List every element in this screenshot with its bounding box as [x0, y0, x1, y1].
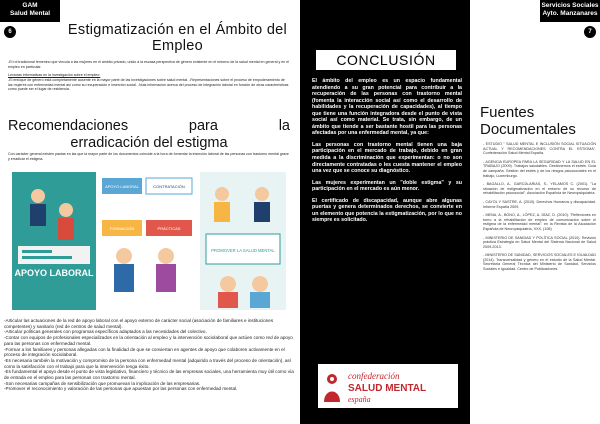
list-item: -Contar con equipos de profesionales especializados en la orientación al empleo y la intervención sociolaboral que actúen como red de apoyo para las personas con enfermedad mental. [4, 335, 293, 346]
source-item: - MINISTERIO DE SANIDAD Y POLÍTICA SOCIAL (2010). Revisión práctica Estrategia en Salud Mental del Sistema Nacional de Salud 2009-2013. [483, 235, 596, 249]
list-item: -Es fundamental el apoyo desde el punto de vista legislativo, financiero y técnico de las empresas sociales, una herramienta muy útil como vía de entrada en el empleo para las personas con trastorno mental. [4, 369, 294, 381]
step-4-label: PRÁCTICAS [157, 226, 181, 231]
sources-title: Fuentes Documentales [480, 104, 576, 138]
sources-list [483, 142, 596, 276]
tag-right-line1: Servicios Sociales [541, 2, 599, 9]
list-item: -Promover el reconocimiento y valoración de las personas que apuestan por las personas con enfermedad mental. [4, 386, 238, 392]
list-item: -Son necesarias campañas de sensibilización que promuevan la implicación de las empresarias. [4, 380, 201, 386]
conclusion-paragraph: El ámbito del empleo es un espacio fundamental atendiendo a su gran potencial para contribuir a la recuperación de las personas con trastorno mental (fomenta la interacción social así como el desarrollo de habilidades y la recuperación de capacidades), al tiempo que tiene una función integradora desde el punto de vista social así como material. Se trata, sin embargo, de un ámbito que tiende a ser bastante hostil para las personas afectadas por una enfermedad mental, ya que: [312, 78, 462, 137]
header-tag-left [0, 0, 60, 22]
list-item: -Articular las actuaciones de la red de apoyo laboral con el apoyo externo de carácter social (asociación de familiares e instituciones competentes) y sanitario (red de centros de salud mental). [4, 318, 274, 329]
conclusion-paragraph: Las mujeres experimentan un "doble estigma" y su participación en el mercado es aún menor. [312, 179, 462, 193]
step-1-label: APOYO LABORAL [105, 184, 139, 189]
source-item: - BAGALLO, A., GARCÍA-ARIAS, S., YELAMOS C. (2001). "La situación de estigmatización en el entorno de su recurso de rehabilitación psicosocial". Asociación Española de Neuropsiquiatría. [483, 182, 596, 196]
source-item: - MENA, A., BONO, A., LÓPEZ, A. DÍAZ, D. (2010). "Reflexiones en torno a la rehabilitación de empleo de comunicación sobre el estigma de la enfermedad mental". en la Revista de la Asociación Española de Neuropsiquiatría, XXX, (108) [483, 213, 596, 231]
list-item: -Formar a los familiares y personas allegadas con la finalidad de que se conviertan en agentes de apoyo que colaboren activamente en el proceso de integración sociolaboral. [4, 346, 285, 358]
title2-line2: erradicación del estigma [70, 135, 228, 151]
source-item: - MINISTERIO DE SANIDAD, SERVICIOS SOCIALES E IGUALDAD (2014). Transversalidad y género en el estudio de la Salud Mental. Secretaría General Técnica del Ministerio de Sanidad, Servicios Sociales e Igualdad. Centro de Publicaciones. [483, 253, 596, 272]
list-item: -Articular políticas generales con programas específicos adaptados a las necesidades del colectivo. [4, 329, 207, 335]
source-item: - CAYOL Y SASTRE, A. (2010). Derechos Humanos y discapacidad. Informe España 2009. [483, 199, 596, 209]
title2-word-1: Recomendaciones [8, 118, 129, 134]
conclusion-paragraph: Las personas con trastorno mental tienen una baja participación en el mercado de trabajo, debido en gran medida a la discriminación que experimentan: o no son directamente contratadas o les cuesta mantener el empleo una vez que se conoce su diagnóstico. [312, 141, 462, 175]
source-item: - AGENCIA EUROPEA PARA LA SEGURIDAD Y LA SALUD EN EL TRABAJO (2009). Trabajos saludables. Gestionemos el estrés. Guía de campaña. Gestión del estrés y de los riesgos psicosociales en el trabajo, Luxemburgo. [483, 159, 596, 178]
source-item: - ESTUDIO " SALUD MENTAL E INCLUSIÓN SOCIAL SITUACIÓN ACTUAL Y RECOMENDACIONES CONTRA EL ESTIGMA". Confederación Salud Mental España. [483, 142, 596, 156]
step-2-label: CONTRATACIÓN [153, 184, 185, 189]
confederacion-salud-mental-logo [318, 364, 458, 408]
page-number-left: 6 [4, 26, 16, 38]
list-item: -Es necesaria también la motivación y compromiso de la persona con enfermedad mental (adquirido a través del proceso de orientación), así como la satisfacción con el trabajo para que la intervención tenga éxito. [4, 357, 292, 369]
header-tag-right [540, 0, 600, 22]
conclusion-paragraph: El certificado de discapacidad, aunque abre algunas puertas y genera determinados derechos, se convierte en un elemento que potencia la estigmatización, por lo que no siempre es solicitado. [312, 197, 462, 224]
conclusion-text [312, 78, 462, 229]
page-number-right: 7 [584, 26, 596, 38]
conclusion-title: CONCLUSIÓN [316, 50, 456, 70]
illustration-banner: APOYO LABORAL [14, 268, 94, 278]
section-title-stigma: Estigmatización en el Ámbito del Empleo [67, 22, 288, 54]
section-title-recommendations [8, 118, 290, 152]
tag-right-line2: Ayto. Manzanares [542, 10, 598, 17]
step-3-label: FORMACIÓN [109, 226, 135, 231]
title2-word-2: para [188, 118, 218, 134]
title2-word-3: la [278, 118, 290, 134]
recommendations-intro: Con carácter general existen pautas en las que la mayor parte de los documentos coincide a la hora de fomentar la inserción laboral de las personas con trastorno mental grave y erradicar el estigma. [8, 152, 289, 161]
apoyo-laboral-illustration [8, 162, 290, 314]
studies-heading: Lecturas informativas en la investigación sobre el empleo: [8, 73, 101, 77]
studies-paragraph: -El enfoque de género está completamente ausente en la mayor parte de las investigaciones sobre salud mental. -Representaciones sobre el proceso de empoderamiento de las mujeres con enfermedad mental así como su recuperación e inserción social. -Nula información acerca del proceso de integración laboral en función de otras características como puede ser el lugar de residencia. [8, 78, 289, 92]
logo-line3: españa [348, 395, 371, 404]
tag-left-line1: GAM [22, 2, 38, 9]
recommendations-list [4, 318, 294, 392]
panel-text: PROMOVER LA SALUD MENTAL [211, 248, 275, 253]
intro-paragraph: -El rol tradicional femenino que vincula a las mujeres en el ámbito privado, unido a la escasa perspectiva de género existente en el entorno de la salud mental en general y en el empleo en particular. [8, 60, 290, 69]
tag-left-line2: Salud Mental [9, 10, 51, 17]
logo-line1: confederación [348, 371, 400, 381]
logo-line2: SALUD MENTAL [348, 383, 427, 394]
